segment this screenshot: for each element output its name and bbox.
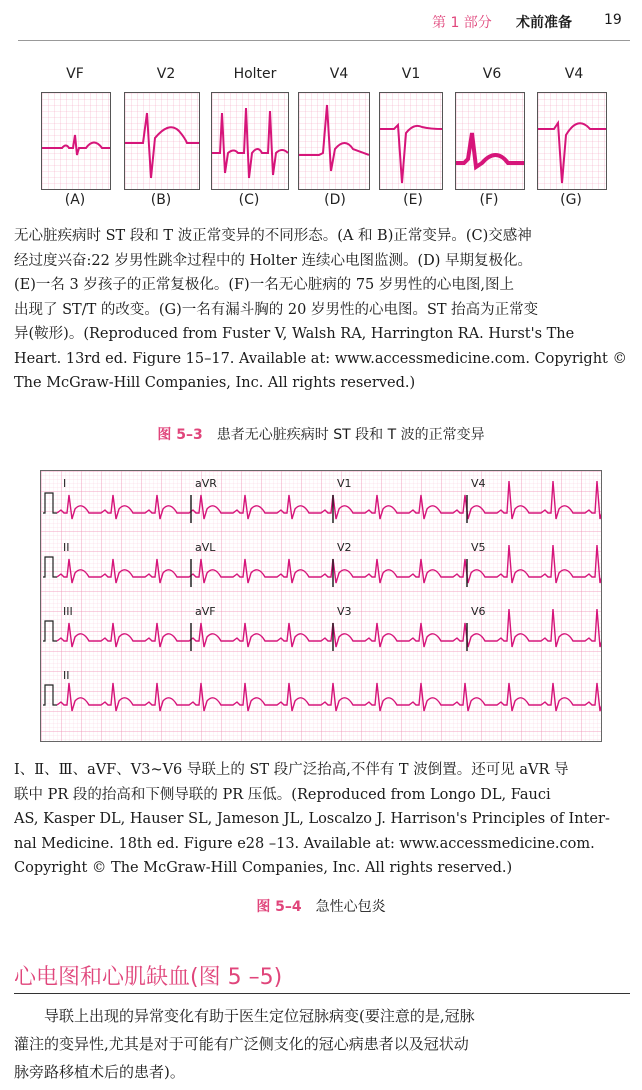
lead-label: V3 [337, 605, 352, 618]
section-body [14, 1002, 630, 1086]
ecg-panel-c [211, 92, 289, 190]
ecg-panel-e [379, 92, 443, 190]
caption-line: 联中 PR 段的抬高和下侧导联的 PR 压低。(Reproduced from Longo DL, Fauci [14, 786, 551, 803]
panel-letter: (A) [64, 192, 86, 208]
lead-label: I [63, 477, 67, 490]
panel-lead-label: V4 [564, 66, 584, 82]
caption-line: Heart. 13rd ed. Figure 15–17. Available at: www.accessmedicine.com. Copyright © [14, 350, 627, 367]
caption-line: (E)一名 3 岁孩子的正常复极化。(F)一名无心脏病的 75 岁男性的心电图,图上 [14, 277, 514, 293]
caption-line: Copyright © The McGraw-Hill Companies, Inc. All rights reserved.) [14, 860, 513, 876]
lead-label: aVR [195, 477, 217, 490]
lead-label: V1 [337, 477, 352, 490]
page-number: 19 [604, 12, 622, 28]
panel-lead-label: VF [66, 66, 84, 82]
lead-label: aVF [195, 605, 216, 618]
caption-line: The McGraw-Hill Companies, Inc. All rights reserved.) [14, 375, 416, 391]
header-part: 第 1 部分 [432, 15, 492, 31]
figure-title-text: 急性心包炎 [315, 899, 386, 915]
figure-5-3-caption [14, 224, 630, 396]
body-line: 脉旁路移植术后的患者)。 [14, 1063, 185, 1081]
header-rule [18, 40, 630, 41]
caption-line: 经过度兴奋:22 岁男性跳伞过程中的 Holter 连续心电图监测。(D) 早期复极化。 [14, 252, 533, 269]
lead-label: V6 [471, 605, 486, 618]
lead-label: V4 [471, 477, 486, 490]
caption-line: 无心脏疾病时 ST 段和 T 波正常变异的不同形态。(A 和 B)正常变异。(C)交感神 [14, 228, 532, 244]
panel-lead-label: V4 [329, 66, 349, 82]
ecg-panel-d [298, 92, 370, 190]
page-header [0, 0, 642, 46]
caption-line: AS, Kasper DL, Hauser SL, Jameson JL, Loscalzo J. Harrison's Principles of Inter- [14, 811, 610, 827]
panel-letter: (B) [150, 192, 172, 208]
figure-number: 图 5–4 [256, 899, 302, 915]
lead-label: III [63, 605, 73, 618]
panel-lead-label: V1 [401, 66, 421, 82]
section-rule [14, 993, 630, 994]
section-heading: 心电图和心肌缺血(图 5 –5) [14, 965, 283, 990]
caption-line: 异(鞍形)。(Reproduced from Fuster V, Walsh RA, Harrington RA. Hurst's The [14, 326, 575, 342]
panel-letter: (F) [479, 192, 499, 208]
ecg-panel-b [124, 92, 200, 190]
body-line: 导联上出现的异常变化有助于医生定位冠脉病变(要注意的是,冠脉 [44, 1007, 475, 1025]
caption-line: nal Medicine. 18th ed. Figure e28 –13. Available at: www.accessmedicine.com. [14, 835, 595, 852]
panel-letter: (D) [324, 192, 346, 208]
panel-lead-label: Holter [233, 66, 277, 82]
header-title: 术前准备 [516, 15, 572, 31]
lead-label: aVL [195, 541, 216, 554]
panel-lead-label: V6 [482, 66, 502, 82]
figure-5-4-caption [14, 758, 630, 881]
panel-letter: (G) [560, 192, 582, 208]
ecg-panel-f [455, 92, 525, 190]
ecg-panel-a [41, 92, 111, 190]
caption-line: Ⅰ、Ⅱ、Ⅲ、aVF、V3~V6 导联上的 ST 段广泛抬高,不伴有 T 波倒置。还可见 aVR 导 [14, 762, 569, 778]
panel-letter: (C) [238, 192, 260, 208]
lead-label: II [63, 541, 70, 554]
figure-5-4-title [0, 896, 642, 916]
body-line: 灌注的变异性,尤其是对于可能有广泛侧支化的冠心病患者以及冠状动 [14, 1035, 469, 1053]
panel-letter: (E) [403, 192, 423, 208]
panel-lead-label: V2 [156, 66, 176, 82]
figure-title-text: 患者无心脏疾病时 ST 段和 T 波的正常变异 [216, 427, 485, 443]
lead-label: II [63, 669, 70, 682]
ecg-panel-g [537, 92, 607, 190]
lead-label: V2 [337, 541, 352, 554]
lead-label: V5 [471, 541, 486, 554]
figure-number: 图 5–3 [157, 427, 203, 443]
ecg-12-lead [40, 470, 602, 742]
figure-5-3-title [0, 424, 642, 444]
caption-line: 出现了 ST/T 的改变。(G)一名有漏斗胸的 20 岁男性的心电图。ST 抬高为正常变 [14, 301, 539, 318]
